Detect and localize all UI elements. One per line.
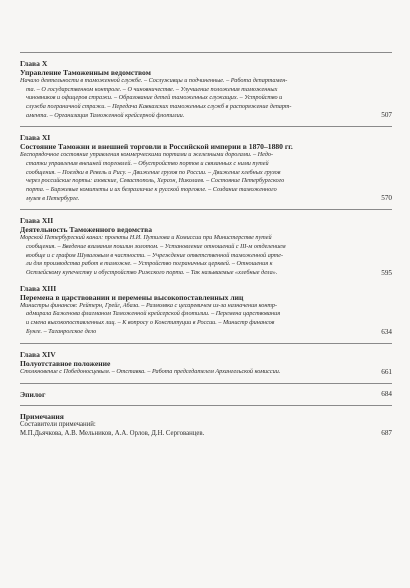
chapter-summary-line: чиновников и офицеров стражи. – Образование детей таможенных служащих. – Устройство и <box>26 94 283 102</box>
divider <box>20 52 392 53</box>
page-number: 507 <box>381 111 392 120</box>
chapter-title: Состояние Таможни и внешней торговли в Российской империи в 1870–1880 гг. <box>20 142 293 152</box>
chapter-summary-line: Морской Петербургский канал: проекты Н.И. Путилова и Комиссии при Министерстве путей <box>20 234 272 242</box>
chapter-summary-line: сообщения. – Поездки в Ревель и Рису. – Движение грузов по России. – Движение хлебных грузов <box>26 168 281 176</box>
chapter-summary-line: Беспорядочное состояние управления коммерческими портами и железными дорогами. – Недо- <box>20 151 274 159</box>
chapter-summary-line: та. – О государственном контроле. – О чиновничестве. – Улучшение положения таможенных <box>26 85 278 93</box>
toc-entry-chapter-14[interactable] <box>20 350 392 377</box>
chapter-number: Глава XIII <box>20 283 57 293</box>
chapter-summary-line: Начало деятельности в таможенной службе. – Сослуживцы и подчиненные. – Работа департамен- <box>20 77 288 84</box>
chapter-title: Управление Таможенным ведомством <box>20 68 151 77</box>
divider <box>20 383 392 384</box>
page-number: 595 <box>381 268 392 277</box>
chapter-summary-line: Бунге. – Таганрогское дело <box>26 327 97 335</box>
toc-entry-chapter-12[interactable] <box>20 216 392 277</box>
chapter-summary-line: Столкновение с Победоносцевым. – Отставка. – Работа председателем Архангельской комиссии. <box>20 367 281 375</box>
divider <box>20 405 392 406</box>
chapter-summary-line: адмирала Баженова флагманом Таможенной крейсерской флотилии. – Перемена царствования <box>26 310 281 318</box>
chapter-summary-line: через российские порты: азовские, Севастополь, Херсон, Николаев. – Состояние Петербургского <box>26 177 285 185</box>
divider <box>20 209 392 210</box>
chapter-summary-last-line <box>20 194 392 203</box>
chapter-summary-line: сообщения. – Введение взимания пошлин золотом. – Установление отношений с III-м отделением <box>26 242 286 250</box>
page-number: 634 <box>381 327 392 336</box>
epilogue-title: Эпилог <box>20 389 46 399</box>
chapter-summary-line: Остзейскому купечеству и обустройство Рижского порта. – Так называемые «хлебные дела». <box>26 269 278 277</box>
notes-line: М.П.Дьячкова, А.В. Мельников, А.А. Орлов, Д.Н. Сергованцев. <box>20 429 205 437</box>
toc-entry-notes[interactable] <box>20 412 392 439</box>
table-of-contents <box>20 52 392 444</box>
chapter-summary-line: статки управления внешней торговлей. – Обустройство портов и связанных с ними путей <box>26 159 269 167</box>
page-number: 684 <box>381 389 392 398</box>
toc-entry-chapter-10[interactable] <box>20 59 392 120</box>
chapter-summary-last-line <box>20 269 392 278</box>
page-number: 661 <box>381 367 392 376</box>
notes-line: Составители примечаний: <box>20 420 96 428</box>
chapter-summary-line: амента. – Организация Таможенной крейсерной флотилии. <box>26 111 185 119</box>
chapter-number: Глава XIV <box>20 349 56 359</box>
page-number: 570 <box>381 194 392 203</box>
notes-last-line <box>20 429 392 438</box>
divider <box>20 343 392 344</box>
chapter-summary-line: и смена высокопоставленных лиц. – К вопросу о Конституции в России. – Министр финансов <box>26 318 275 326</box>
toc-entry-chapter-13[interactable] <box>20 284 392 337</box>
chapter-title: Полуотставное положение <box>20 358 111 368</box>
page-number: 687 <box>381 429 392 438</box>
divider <box>20 126 392 127</box>
chapter-summary-last-line <box>20 328 392 337</box>
chapter-summary-last-line <box>20 368 392 377</box>
toc-entry-epilogue[interactable] <box>20 390 392 399</box>
chapter-number: Глава XI <box>20 133 51 143</box>
chapter-summary-line: служба пограничной стражи. – Передача Кавказских таможенных служб в распоряжение департ- <box>26 102 292 110</box>
chapter-title: Перемена в царствовании и перемены высокопоставленных лиц <box>20 292 244 302</box>
epilogue-line <box>20 390 392 399</box>
chapter-summary-line: порта. – Биржевые комитеты и их безразличие к русской торговле. – Создание таможенного <box>26 185 277 193</box>
chapter-summary-line: Министры финансов: Рейтерн, Грейг, Абаза. – Размолвка с цесаревичем из-за назначения контр- <box>20 301 278 309</box>
notes-title: Примечания <box>20 411 64 421</box>
toc-entry-chapter-11[interactable] <box>20 133 392 203</box>
chapter-summary-line: вообще и с графом Шуваловым в частности. – Учреждение ответственной таможенной арте- <box>26 251 284 259</box>
chapter-summary-line: музея в Петербурге. <box>26 194 80 202</box>
chapter-number: Глава XII <box>20 216 54 226</box>
chapter-number: Глава X <box>20 59 48 68</box>
chapter-summary-line: ли для производства работ в таможне. – Устройство пограничных церквей. – Отношения к <box>26 260 273 268</box>
chapter-summary-last-line <box>20 111 392 120</box>
chapter-title: Деятельность Таможенного ведомства <box>20 225 153 235</box>
